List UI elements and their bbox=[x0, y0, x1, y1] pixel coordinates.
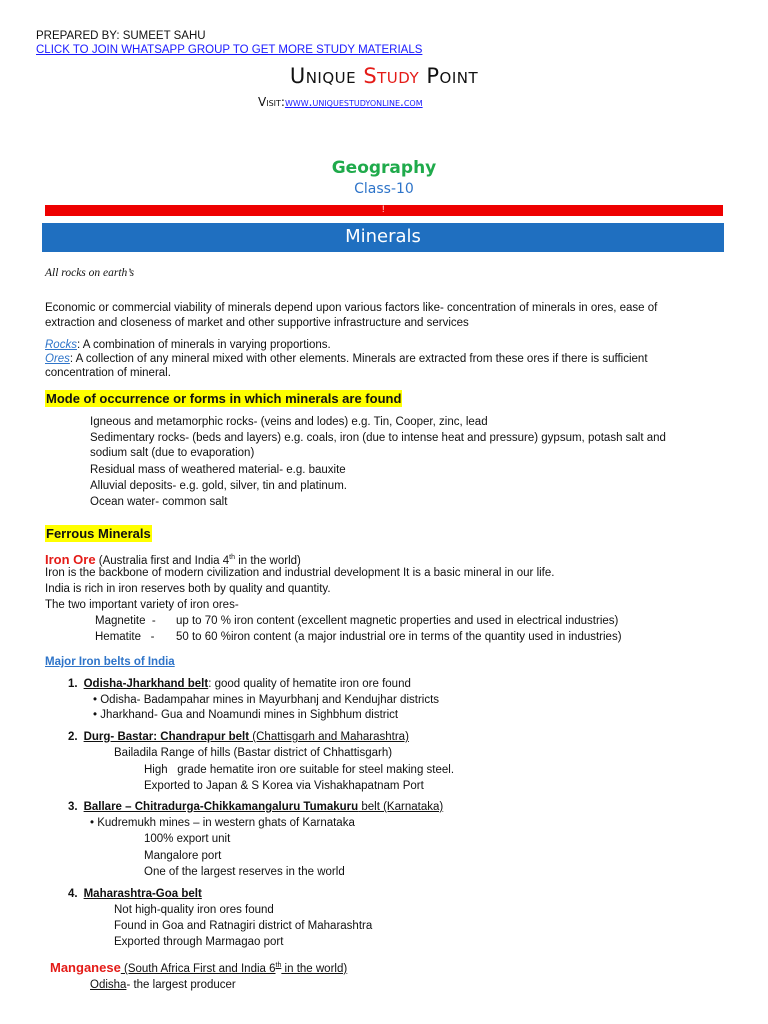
belt-line: 100% export unit bbox=[144, 833, 231, 845]
para1-line1: Economic or commercial viability of minerals depend upon various factors like- concentration of minerals in ores, ease of bbox=[45, 302, 658, 314]
site-title-part3: Point bbox=[419, 64, 479, 88]
ores-label: Ores bbox=[45, 353, 70, 365]
belt-line: Found in Goa and Ratnagiri district of Maharashtra bbox=[114, 920, 373, 932]
iron-ore-line: India is rich in iron reserves both by quality and quantity. bbox=[45, 583, 331, 595]
belt-line: Bailadila Range of hills (Bastar district of Chhattisgarh) bbox=[114, 747, 393, 759]
belt-number: 2. bbox=[68, 731, 78, 743]
manganese-note-post: in the world) bbox=[281, 963, 348, 975]
belt-line: High grade hematite iron ore suitable for steel making steel. bbox=[144, 764, 455, 776]
visit-url-link[interactable]: www.uniquestudyonline.com bbox=[284, 95, 423, 109]
iron-ore-line: The two important variety of iron ores- bbox=[45, 599, 239, 611]
belt-line: Exported through Marmagao port bbox=[114, 936, 284, 948]
variety-desc: up to 70 % iron content (excellent magnetic properties and used in electrical industries) bbox=[176, 615, 619, 627]
producer-text: - the largest producer bbox=[126, 979, 236, 991]
mode-item: Igneous and metamorphic rocks- (veins and lodes) e.g. Tin, Cooper, zinc, lead bbox=[90, 416, 488, 428]
ores-text-line2: concentration of mineral. bbox=[45, 367, 171, 379]
rocks-label: Rocks bbox=[45, 339, 77, 351]
para1-line2: extraction and closeness of market and other supportive infrastructure and services bbox=[45, 317, 469, 329]
rocks-definition bbox=[45, 339, 331, 351]
belt-4 bbox=[68, 888, 202, 900]
belt-number: 1. bbox=[68, 678, 78, 690]
belt-text: (Chattisgarh and Maharashtra) bbox=[249, 731, 409, 743]
chapter-banner bbox=[42, 223, 724, 252]
iron-ore-title: Iron Ore bbox=[45, 552, 96, 567]
mode-item: sodium salt (due to evaporation) bbox=[90, 447, 255, 459]
bullet-text: Odisha- Badampahar mines in Mayurbhanj and Kendujhar districts bbox=[100, 694, 440, 706]
manganese-producer bbox=[90, 979, 236, 991]
bullet-icon: • bbox=[93, 694, 101, 706]
ferrous-heading: Ferrous Minerals bbox=[46, 526, 151, 541]
belt-number: 4. bbox=[68, 888, 78, 900]
list-item bbox=[93, 694, 439, 706]
belt-name: Maharashtra-Goa belt bbox=[83, 888, 202, 900]
belt-name: Odisha-Jharkhand belt bbox=[83, 678, 209, 690]
belt-line: One of the largest reserves in the world bbox=[144, 866, 345, 878]
belt-line: Mangalore port bbox=[144, 850, 222, 862]
belt-line: Not high-quality iron ores found bbox=[114, 904, 274, 916]
variety-desc: 50 to 60 %iron content (a major industrial ore in terms of the quantity used in industries) bbox=[176, 631, 622, 643]
manganese-heading bbox=[50, 960, 347, 975]
chapter-title: Minerals bbox=[345, 226, 421, 247]
mode-item: Residual mass of weathered material- e.g. bauxite bbox=[90, 464, 346, 476]
list-item bbox=[90, 817, 355, 829]
mode-item: Ocean water- common salt bbox=[90, 496, 228, 508]
subject-title: Geography bbox=[331, 158, 437, 178]
intro-italic: All rocks on earth’s bbox=[45, 267, 135, 279]
iron-ore-line: Iron is the backbone of modern civilization and industrial development It is a basic mineral in our life. bbox=[45, 567, 555, 579]
producer-label: Odisha bbox=[90, 979, 127, 991]
belt-3 bbox=[68, 801, 443, 813]
site-title-part1: Unique bbox=[289, 64, 364, 88]
class-label: Class-10 bbox=[354, 181, 414, 197]
iron-ore-note-pre: (Australia first and India 4 bbox=[95, 555, 230, 567]
site-title bbox=[0, 64, 768, 88]
visit-label: Visit: bbox=[258, 95, 285, 109]
manganese-note-pre: (South Africa First and India 6 bbox=[120, 963, 276, 975]
bullet-icon: • bbox=[90, 817, 98, 829]
iron-ore-note-sup: th bbox=[229, 554, 236, 562]
mode-item: Alluvial deposits- e.g. gold, silver, tin and platinum. bbox=[90, 480, 347, 492]
belt-name: Ballare – Chitradurga-Chikkamangaluru Tumakuru bbox=[83, 801, 359, 813]
belt-1 bbox=[68, 678, 411, 690]
iron-belts-heading: Major Iron belts of India bbox=[45, 656, 175, 668]
mode-item: Sedimentary rocks- (beds and layers) e.g. coals, iron (due to intense heat and pressure) gypsum, potash salt and bbox=[90, 432, 666, 444]
belt-text: : good quality of hematite iron ore found bbox=[208, 678, 411, 690]
iron-ore-heading bbox=[45, 552, 301, 567]
prepared-by: PREPARED BY: SUMEET SAHU bbox=[36, 30, 206, 42]
iron-ore-note-post: in the world) bbox=[235, 555, 301, 567]
red-divider-bar bbox=[45, 205, 723, 216]
red-bar-mark: ! bbox=[382, 204, 385, 214]
bullet-icon: • bbox=[93, 709, 101, 721]
visit-line bbox=[258, 95, 423, 109]
belt-number: 3. bbox=[68, 801, 78, 813]
manganese-title: Manganese bbox=[50, 960, 121, 975]
site-title-part2: Study bbox=[363, 64, 420, 88]
belt-2 bbox=[68, 731, 409, 743]
belt-name: Durg- Bastar: Chandrapur belt bbox=[83, 731, 250, 743]
bullet-text: Kudremukh mines – in western ghats of Karnataka bbox=[97, 817, 355, 829]
variety-name: Hematite - bbox=[95, 631, 155, 643]
mode-heading: Mode of occurrence or forms in which minerals are found bbox=[46, 391, 402, 406]
variety-name: Magnetite - bbox=[95, 615, 156, 627]
rocks-text: : A combination of minerals in varying proportions. bbox=[76, 339, 331, 351]
whatsapp-group-link[interactable]: CLICK TO JOIN WHATSAPP GROUP TO GET MORE STUDY MATERIALS bbox=[36, 44, 423, 56]
ores-text: : A collection of any mineral mixed with other elements. Minerals are extracted from these ores if there is sufficient bbox=[69, 353, 648, 365]
belt-text: belt (Karnataka) bbox=[358, 801, 444, 813]
bullet-text: Jharkhand- Gua and Noamundi mines in Sighbhum district bbox=[100, 709, 399, 721]
list-item bbox=[93, 709, 398, 721]
belt-line: Exported to Japan & S Korea via Vishakhapatnam Port bbox=[144, 780, 424, 792]
manganese-note-sup: th bbox=[275, 962, 282, 970]
ores-definition bbox=[45, 353, 648, 365]
